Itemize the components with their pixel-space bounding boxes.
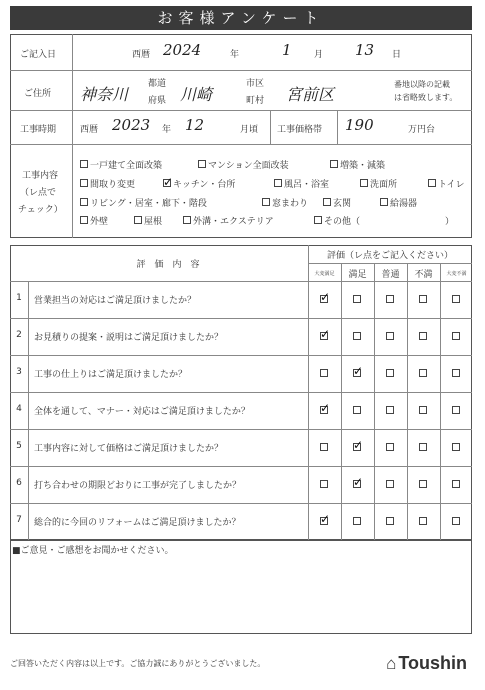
period-year-unit: 年 [162, 125, 172, 135]
rating-header: 評価（レ点をご記入ください） [326, 251, 453, 261]
question-number: 3 [16, 367, 22, 377]
rating-checkbox[interactable] [320, 443, 328, 451]
work-checkbox[interactable] [428, 179, 436, 187]
work-item-label: その他（ [324, 217, 361, 227]
house-icon: ⌂ [386, 654, 397, 673]
work-checkbox[interactable] [330, 160, 338, 168]
content-label-3: チェック） [18, 205, 63, 215]
question-text: 工事の仕上りはご満足頂けましたか？ [34, 370, 188, 380]
rating-checkbox[interactable] [353, 406, 361, 414]
work-checkbox[interactable] [323, 198, 331, 206]
work-item-label: 屋根 [144, 217, 163, 227]
question-number: 1 [16, 293, 22, 303]
work-item-label: リビング・居室・廊下・階段 [90, 199, 207, 209]
date-month[interactable]: 1 [282, 41, 292, 59]
work-item-label: 外壁 [90, 217, 109, 227]
work-checkbox[interactable] [262, 198, 270, 206]
work-checkbox[interactable] [80, 179, 88, 187]
work-item-label: 外溝・エクステリア [193, 217, 274, 227]
work-item-label: マンション全面改装 [208, 161, 289, 171]
address-pref[interactable]: 神奈川 [80, 85, 129, 104]
question-text: 打ち合わせの期限どおりに工事が完了しましたか？ [34, 481, 242, 491]
rating-checkbox[interactable] [419, 517, 427, 525]
rating-checkbox[interactable] [353, 295, 361, 303]
work-item-label: 増築・減築 [340, 161, 386, 171]
work-checkbox[interactable] [380, 198, 388, 206]
rating-checkbox[interactable] [386, 295, 394, 303]
rating-level-header: 大変不満 [446, 271, 467, 277]
rating-checkbox[interactable] [452, 332, 460, 340]
work-checkbox[interactable] [80, 216, 88, 224]
content-label-1: 工事内容 [22, 171, 59, 181]
period-era: 西暦 [80, 125, 99, 135]
question-number: 6 [16, 478, 22, 488]
date-era: 西暦 [132, 50, 151, 60]
address-pref-unit-2: 府県 [148, 96, 167, 106]
question-number: 7 [16, 515, 22, 525]
rating-checkbox[interactable] [419, 480, 427, 488]
rating-level-header: 満足 [348, 270, 367, 280]
period-month[interactable]: 12 [185, 116, 205, 134]
eval-header: 評 価 内 容 [136, 260, 200, 270]
address-city-unit-1: 市区 [246, 79, 265, 89]
comments-area[interactable] [12, 558, 470, 632]
rating-checkbox[interactable] [386, 517, 394, 525]
work-item-label: キッチン・台所 [173, 180, 236, 190]
company-logo [386, 653, 467, 674]
work-item-label: 間取り変更 [90, 180, 136, 190]
date-year-unit: 年 [230, 50, 240, 60]
rating-checkbox[interactable] [320, 480, 328, 488]
work-checkbox[interactable] [274, 179, 282, 187]
work-checkbox[interactable] [80, 198, 88, 206]
price-unit: 万円台 [408, 125, 436, 135]
work-checkbox[interactable] [183, 216, 191, 224]
date-month-unit: 月 [314, 50, 324, 60]
address-note-2: は省略致します。 [394, 93, 458, 102]
price-label: 工事価格帯 [277, 125, 323, 135]
address-ward[interactable]: 宮前区 [286, 85, 335, 104]
date-label: ご記入日 [20, 50, 57, 60]
work-item-label: トイレ [438, 180, 465, 190]
rating-checkbox[interactable] [419, 369, 427, 377]
rating-checkbox[interactable] [452, 295, 460, 303]
rating-checkbox[interactable] [452, 369, 460, 377]
check-mark-icon: ✓ [320, 401, 331, 415]
question-number: 4 [16, 404, 22, 414]
check-mark-icon: ✓ [320, 327, 331, 341]
rating-level-header: 普通 [381, 270, 400, 280]
work-item-label: ） [445, 217, 455, 227]
question-text: 工事内容に対して価格はご満足頂けましたか？ [34, 444, 224, 454]
question-number: 2 [16, 330, 22, 340]
check-mark-icon: ✓ [353, 475, 364, 489]
address-city-unit-2: 町村 [246, 96, 265, 106]
work-item-label: 一戸建て全面改築 [90, 161, 163, 171]
work-item-label: 給湯器 [390, 199, 418, 209]
form-title: お客様アンケート [10, 6, 472, 30]
date-year[interactable]: 2024 [163, 41, 202, 59]
question-text: 総合的に今回のリフォームはご満足頂けましたか？ [34, 518, 241, 528]
logo-text: Toushin [398, 653, 467, 673]
check-mark-icon: ✓ [320, 512, 331, 526]
rating-checkbox[interactable] [419, 332, 427, 340]
rating-level-header: 大変満足 [314, 271, 335, 277]
question-text: お見積りの提案・説明はご満足頂けましたか？ [34, 333, 224, 343]
address-pref-unit-1: 都道 [148, 79, 167, 89]
date-day-unit: 日 [392, 50, 402, 60]
rating-checkbox[interactable] [419, 443, 427, 451]
rating-checkbox[interactable] [353, 517, 361, 525]
work-checkbox[interactable] [360, 179, 368, 187]
work-checkbox[interactable] [134, 216, 142, 224]
period-year[interactable]: 2023 [112, 116, 151, 134]
check-mark-icon: ✓ [320, 290, 331, 304]
period-month-unit: 月頃 [240, 125, 259, 135]
question-text: 営業担当の対応はご満足頂けましたか？ [34, 296, 197, 306]
price-value[interactable]: 190 [345, 116, 374, 134]
rating-checkbox[interactable] [386, 332, 394, 340]
check-mark-icon: ✓ [353, 364, 364, 378]
work-item-label: 洗面所 [370, 180, 398, 190]
check-mark-icon: ✓ [163, 175, 174, 189]
question-text: 全体を通して、マナー・対応はご満足頂けましたか？ [34, 407, 250, 417]
address-label: ご住所 [24, 89, 52, 99]
period-label: 工事時期 [20, 125, 57, 135]
check-mark-icon: ✓ [353, 438, 364, 452]
question-number: 5 [16, 441, 22, 451]
rating-checkbox[interactable] [386, 406, 394, 414]
rating-checkbox[interactable] [452, 443, 460, 451]
rating-checkbox[interactable] [452, 480, 460, 488]
date-day[interactable]: 13 [355, 41, 375, 59]
comments-label: ■ご意見・ご感想をお聞かせください。 [12, 546, 174, 556]
footer-text: ご回答いただく内容は以上です。ご協力誠にありがとうございました。 [10, 659, 266, 668]
rating-checkbox[interactable] [419, 406, 427, 414]
work-checkbox[interactable] [198, 160, 206, 168]
address-note-1: 番地以降の記載 [394, 80, 450, 89]
rating-level-header: 不満 [414, 270, 433, 280]
rating-checkbox[interactable] [386, 480, 394, 488]
work-checkbox[interactable] [80, 160, 88, 168]
work-item-label: 窓まわり [272, 199, 309, 209]
rating-checkbox[interactable] [419, 295, 427, 303]
work-item-label: 風呂・浴室 [284, 180, 330, 190]
content-label-2: （レ点で [20, 188, 57, 198]
rating-checkbox[interactable] [320, 369, 328, 377]
rating-checkbox[interactable] [386, 369, 394, 377]
work-item-label: 玄関 [333, 199, 352, 209]
rating-checkbox[interactable] [452, 517, 460, 525]
work-checkbox[interactable] [314, 216, 322, 224]
address-city[interactable]: 川崎 [180, 85, 213, 104]
rating-checkbox[interactable] [353, 332, 361, 340]
rating-checkbox[interactable] [386, 443, 394, 451]
rating-checkbox[interactable] [452, 406, 460, 414]
